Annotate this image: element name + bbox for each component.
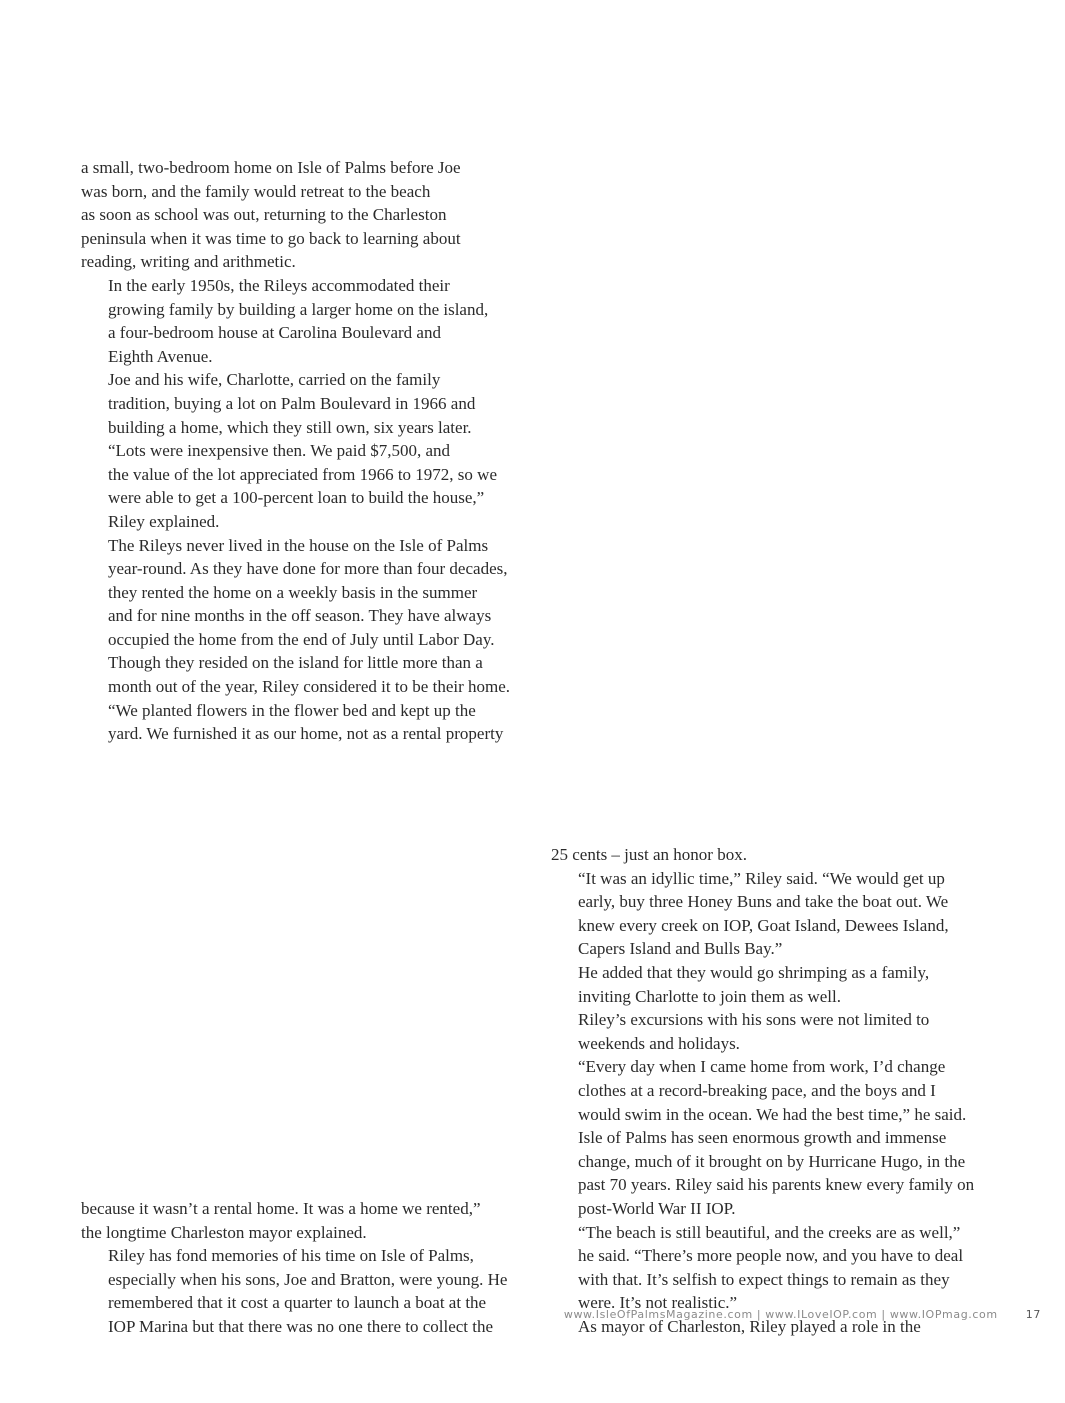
page-number: 17 [1025, 1308, 1041, 1321]
article-paragraph [81, 1244, 536, 1338]
text-line: were able to get a 100-percent loan to build the house,” [108, 488, 485, 508]
text-line: peninsula when it was time to go back to learning about [81, 228, 461, 248]
text-line: past 70 years. Riley said his parents knew every family on [578, 1175, 975, 1195]
text-line: In the early 1950s, the Rileys accommodated their [108, 275, 450, 295]
text-line: “Every day when I came home from work, I’d change [578, 1057, 946, 1077]
article-paragraph [81, 274, 536, 368]
article-paragraph [551, 1055, 1001, 1126]
text-line: “Lots were inexpensive then. We paid $7,500, and [108, 441, 451, 461]
text-line: post-World War II IOP. [578, 1198, 736, 1218]
text-line: month out of the year, Riley considered it to be their home. [108, 677, 511, 697]
text-line: inviting Charlotte to join them as well. [578, 986, 841, 1006]
text-line: knew every creek on IOP, Goat Island, Dewees Island, [578, 915, 949, 935]
text-line: As mayor of Charleston, Riley played a role in the [578, 1316, 921, 1336]
article-paragraph [551, 1221, 1001, 1315]
article-paragraph [81, 534, 536, 652]
text-line: “We planted flowers in the flower bed and kept up the [108, 700, 476, 720]
text-line: change, much of it brought on by Hurricane Hugo, in the [578, 1151, 966, 1171]
text-line: Eighth Avenue. [108, 346, 213, 366]
text-line: a small, two-bedroom home on Isle of Palms before Joe [81, 158, 461, 177]
text-line: Joe and his wife, Charlotte, carried on the family [108, 370, 441, 390]
text-line: Riley’s excursions with his sons were not limited to [578, 1010, 930, 1030]
text-line: they rented the home on a weekly basis in the summer [108, 582, 478, 602]
article-paragraph [551, 843, 1001, 867]
text-line: would swim in the ocean. We had the best time,” he said. [578, 1104, 967, 1124]
text-line: he said. “There’s more people now, and you have to deal [578, 1246, 964, 1266]
article-paragraph [551, 1008, 1001, 1055]
text-line: 25 cents – just an honor box. [551, 845, 747, 864]
page-footer [564, 1308, 1041, 1321]
text-line: weekends and holidays. [578, 1033, 740, 1053]
text-line: especially when his sons, Joe and Bratton, were young. He [108, 1269, 508, 1289]
text-line: the longtime Charleston mayor explained. [81, 1222, 367, 1242]
article-paragraph [551, 867, 1001, 961]
text-line: were. It’s not realistic.” [578, 1293, 738, 1313]
text-line: occupied the home from the end of July until Labor Day. [108, 629, 495, 649]
article-paragraph [81, 368, 536, 439]
text-line: the value of the lot appreciated from 1966 to 1972, so we [108, 464, 497, 484]
text-line: He added that they would go shrimping as a family, [578, 962, 930, 982]
article-paragraph [551, 1126, 1001, 1220]
text-line: a four-bedroom house at Carolina Boulevard and [108, 323, 441, 343]
text-line: remembered that it cost a quarter to launch a boat at the [108, 1293, 487, 1313]
text-line: Isle of Palms has seen enormous growth and immense [578, 1128, 947, 1148]
article-column-left-bottom [81, 1197, 536, 1339]
text-line: tradition, buying a lot on Palm Boulevard in 1966 and [108, 393, 476, 413]
text-line: year-round. As they have done for more than four decades, [108, 559, 508, 579]
text-line: growing family by building a larger home on the island, [108, 299, 489, 319]
text-line: and for nine months in the off season. They have always [108, 606, 492, 626]
text-line: “It was an idyllic time,” Riley said. “We would get up [578, 868, 945, 888]
text-line: reading, writing and arithmetic. [81, 252, 296, 272]
article-column-left-top [81, 156, 536, 746]
article-paragraph [81, 699, 536, 746]
text-line: building a home, which they still own, six years later. [108, 417, 472, 437]
text-line: was born, and the family would retreat to the beach [81, 181, 431, 201]
footer-websites: www.IsleOfPalmsMagazine.com | www.ILoveIOP.com | www.IOPmag.com [563, 1308, 998, 1321]
text-line: IOP Marina but that there was no one there to collect the [108, 1316, 494, 1336]
text-line: Riley explained. [108, 511, 220, 531]
text-line: The Rileys never lived in the house on the Isle of Palms [108, 535, 489, 555]
text-line: Riley has fond memories of his time on Isle of Palms, [108, 1246, 474, 1266]
article-column-right [551, 843, 1001, 1338]
article-paragraph [551, 961, 1001, 1008]
text-line: with that. It’s selfish to expect things to remain as they [578, 1269, 950, 1289]
text-line: clothes at a record-breaking pace, and the boys and I [578, 1080, 936, 1100]
article-paragraph [81, 439, 536, 533]
article-paragraph [81, 1197, 536, 1244]
text-line: “The beach is still beautiful, and the creeks are as well,” [578, 1222, 961, 1242]
text-line: Though they resided on the island for little more than a [108, 653, 483, 673]
text-line: early, buy three Honey Buns and take the boat out. We [578, 892, 949, 912]
text-line: yard. We furnished it as our home, not as a rental property [108, 724, 504, 744]
text-line: because it wasn’t a rental home. It was a home we rented,” [81, 1199, 481, 1218]
text-line: as soon as school was out, returning to the Charleston [81, 205, 447, 225]
article-paragraph [81, 651, 536, 698]
article-paragraph [81, 156, 536, 274]
text-line: Capers Island and Bulls Bay.” [578, 939, 783, 959]
